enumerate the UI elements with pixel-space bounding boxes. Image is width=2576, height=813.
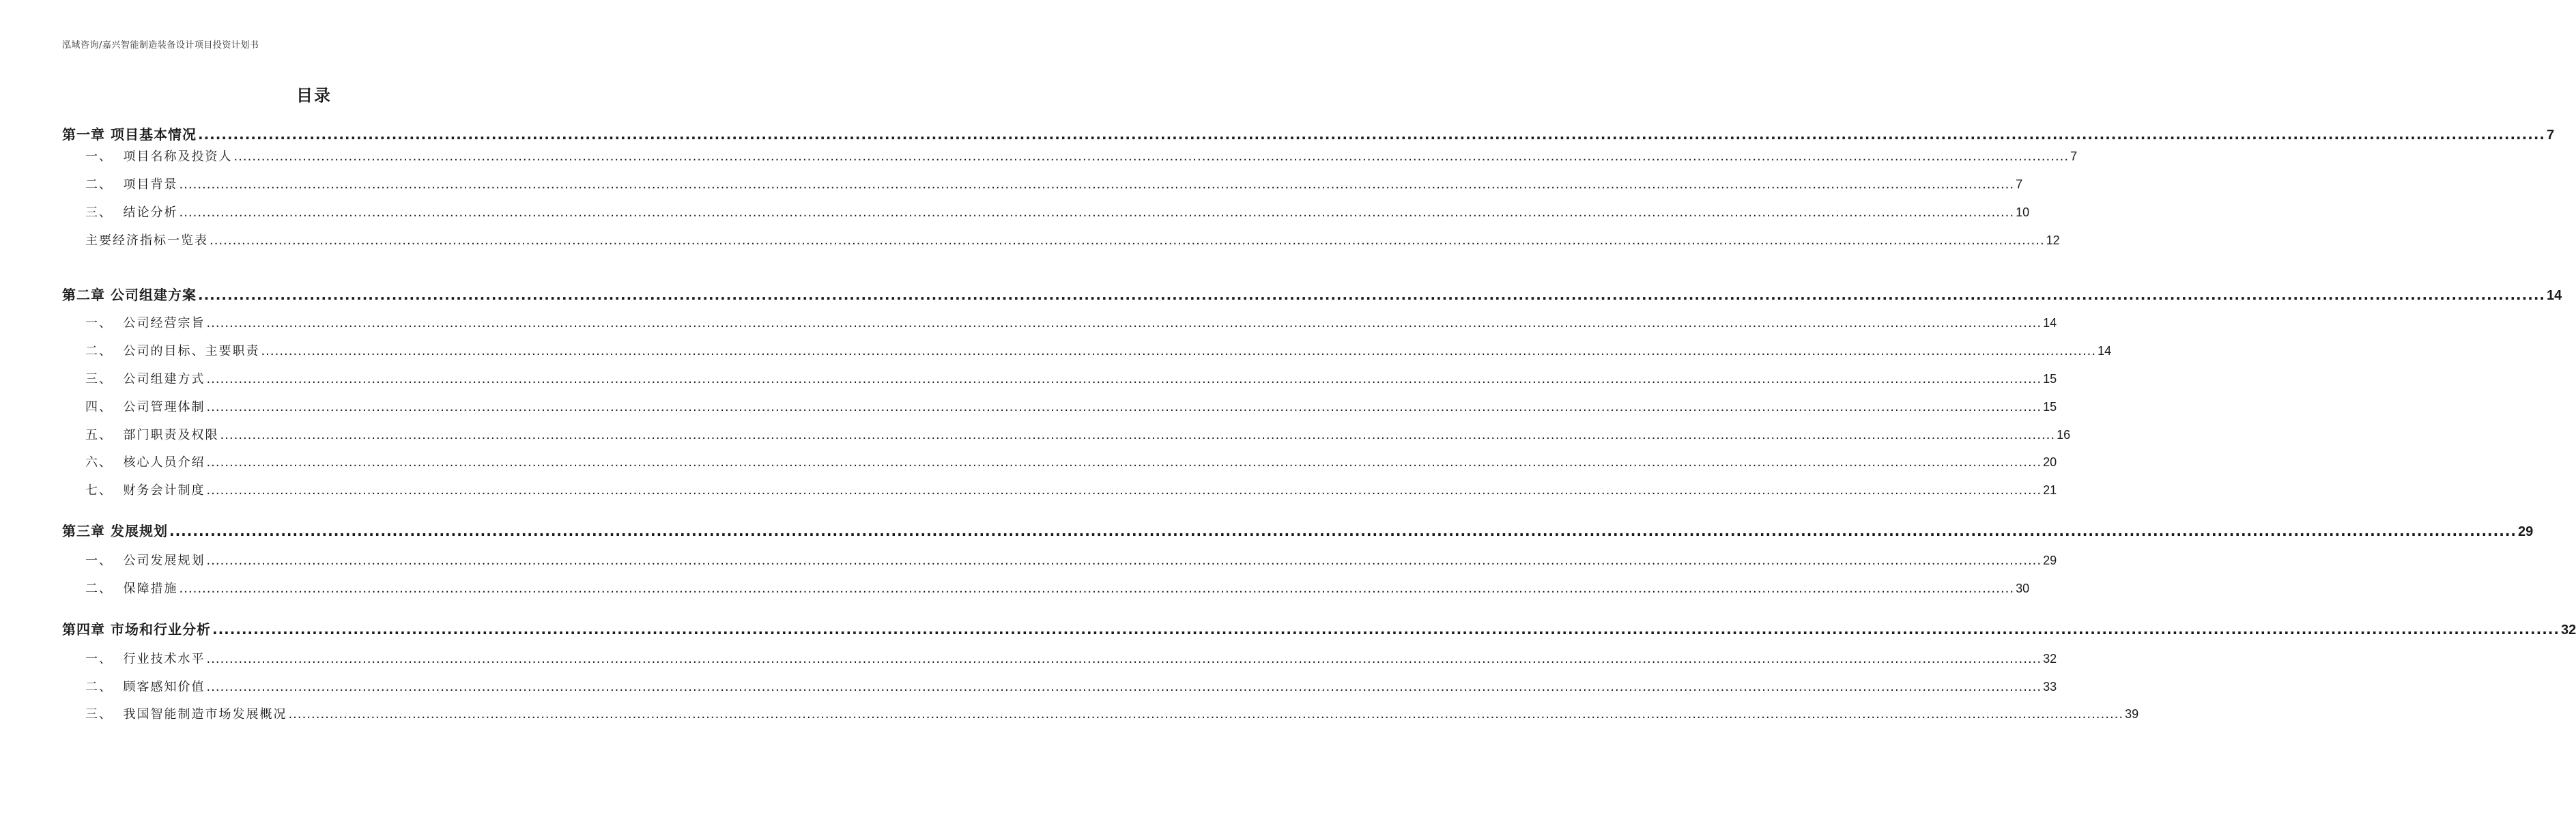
- toc-dot-leader: ................................................................................................................................................................................................................................................................................................................................................................................................................: [206, 483, 2042, 498]
- toc-entry-label: 七、 财务会计制度: [85, 483, 205, 498]
- toc-dot-leader: ................................................................................................................................................................................................................................................................................................................................................................................................................: [179, 582, 2015, 596]
- toc-dot-leader: ................................................................................................................................................................................................................................................................................................................................................................................................................: [206, 316, 2042, 330]
- toc-entry-label: 二、 公司的目标、主要职责: [85, 344, 260, 358]
- toc-page-number: 14: [2098, 344, 2112, 358]
- toc-section-entry[interactable]: [85, 676, 2057, 697]
- toc-dot-leader: ................................................................................................................................................................................................................................................................................................................................................................................................................: [206, 400, 2042, 414]
- toc-entry-label: 二、 项目背景: [85, 177, 178, 192]
- toc-section-entry[interactable]: [85, 425, 2071, 445]
- toc-dot-leader: ................................................................................................................................................................................................................................................................................................................................................................................................................: [169, 523, 2517, 539]
- toc-page-number: 10: [2016, 205, 2030, 219]
- toc-title: 目录: [296, 86, 332, 105]
- toc-dot-leader: ................................................................................................................................................................................................................................................................................................................................................................................................................: [206, 652, 2042, 666]
- toc-dot-leader: ................................................................................................................................................................................................................................................................................................................................................................................................................: [220, 428, 2056, 442]
- toc-entry-label: 第一章 项目基本情况: [62, 126, 197, 143]
- toc-page-number: 32: [2561, 623, 2576, 638]
- toc-page-number: 7: [2070, 149, 2078, 163]
- toc-dot-leader: ................................................................................................................................................................................................................................................................................................................................................................................................................: [288, 707, 2124, 722]
- toc-section-entry[interactable]: [85, 578, 2030, 599]
- toc-section-entry[interactable]: [85, 369, 2057, 389]
- toc-chapter-entry[interactable]: [62, 285, 2562, 305]
- toc-page-number: 14: [2547, 288, 2562, 303]
- toc-page-number: 32: [2043, 652, 2057, 666]
- toc-section-entry[interactable]: [85, 704, 2139, 724]
- toc-section-entry[interactable]: [85, 230, 2060, 251]
- toc-section-entry[interactable]: [85, 550, 2057, 571]
- toc-chapter-entry[interactable]: [62, 521, 2534, 541]
- toc-dot-leader: ................................................................................................................................................................................................................................................................................................................................................................................................................: [197, 287, 2546, 303]
- toc-section-entry[interactable]: [85, 313, 2057, 333]
- toc-entry-label: 六、 核心人员介绍: [85, 455, 205, 470]
- toc-page-number: 39: [2125, 707, 2139, 721]
- toc-entry-label: 一、 项目名称及投资人: [85, 149, 233, 164]
- toc-entry-label: 一、 行业技术水平: [85, 652, 205, 666]
- toc-page-number: 30: [2016, 582, 2030, 595]
- document-header: 泓域咨询/嘉兴智能制造装备设计项目投资计划书: [62, 40, 259, 51]
- toc-page-number: 33: [2043, 680, 2057, 694]
- toc-dot-leader: ................................................................................................................................................................................................................................................................................................................................................................................................................: [210, 233, 2045, 248]
- toc-entry-label: 三、 公司组建方式: [85, 372, 205, 386]
- toc-dot-leader: ................................................................................................................................................................................................................................................................................................................................................................................................................: [197, 126, 2546, 143]
- toc-dot-leader: ................................................................................................................................................................................................................................................................................................................................................................................................................: [212, 621, 2560, 638]
- toc-section-entry[interactable]: [85, 202, 2030, 223]
- toc-page-number: 21: [2043, 483, 2057, 497]
- toc-entry-label: 二、 保障措施: [85, 582, 178, 596]
- toc-dot-leader: ................................................................................................................................................................................................................................................................................................................................................................................................................: [206, 680, 2042, 694]
- toc-entry-label: 第二章 公司组建方案: [62, 287, 197, 303]
- toc-page-number: 20: [2043, 455, 2057, 469]
- toc-entry-label: 主要经济指标一览表: [85, 233, 208, 248]
- toc-entry-label: 一、 公司经营宗旨: [85, 316, 205, 330]
- toc-entry-label: 三、 结论分析: [85, 205, 178, 220]
- toc-dot-leader: ................................................................................................................................................................................................................................................................................................................................................................................................................: [206, 372, 2042, 386]
- toc-page-number: 15: [2043, 400, 2057, 414]
- toc-page-number: 29: [2043, 554, 2057, 567]
- toc-section-entry[interactable]: [85, 452, 2057, 472]
- toc-page-number: 15: [2043, 372, 2057, 386]
- toc-entry-label: 一、 公司发展规划: [85, 554, 205, 568]
- toc-section-entry[interactable]: [85, 341, 2112, 361]
- toc-page-number: 7: [2547, 128, 2555, 143]
- toc-dot-leader: ................................................................................................................................................................................................................................................................................................................................................................................................................: [206, 554, 2042, 568]
- toc-section-entry[interactable]: [85, 174, 2023, 195]
- toc-entry-label: 二、 顾客感知价值: [85, 680, 205, 694]
- toc-entry-label: 第四章 市场和行业分析: [62, 621, 211, 638]
- toc-section-entry[interactable]: [85, 397, 2057, 417]
- toc-chapter-entry[interactable]: [62, 619, 2576, 640]
- toc-section-entry[interactable]: [85, 648, 2057, 669]
- toc-section-entry[interactable]: [85, 480, 2057, 500]
- toc-chapter-entry[interactable]: [62, 124, 2555, 145]
- toc-entry-label: 三、 我国智能制造市场发展概况: [85, 707, 287, 722]
- toc-page-number: 7: [2016, 177, 2023, 191]
- toc-section-entry[interactable]: [85, 146, 2078, 167]
- toc-dot-leader: ................................................................................................................................................................................................................................................................................................................................................................................................................: [233, 149, 2070, 164]
- toc-dot-leader: ................................................................................................................................................................................................................................................................................................................................................................................................................: [261, 344, 2097, 358]
- toc-page-number: 29: [2518, 524, 2534, 539]
- toc-dot-leader: ................................................................................................................................................................................................................................................................................................................................................................................................................: [206, 455, 2042, 470]
- toc-entry-label: 第三章 发展规划: [62, 523, 168, 539]
- toc-dot-leader: ................................................................................................................................................................................................................................................................................................................................................................................................................: [179, 177, 2015, 192]
- toc-dot-leader: ................................................................................................................................................................................................................................................................................................................................................................................................................: [179, 205, 2015, 220]
- toc-page-number: 16: [2057, 428, 2071, 442]
- toc-page-number: 12: [2046, 233, 2060, 247]
- toc-page-number: 14: [2043, 316, 2057, 330]
- toc-entry-label: 五、 部门职责及权限: [85, 428, 219, 442]
- toc-entry-label: 四、 公司管理体制: [85, 400, 205, 414]
